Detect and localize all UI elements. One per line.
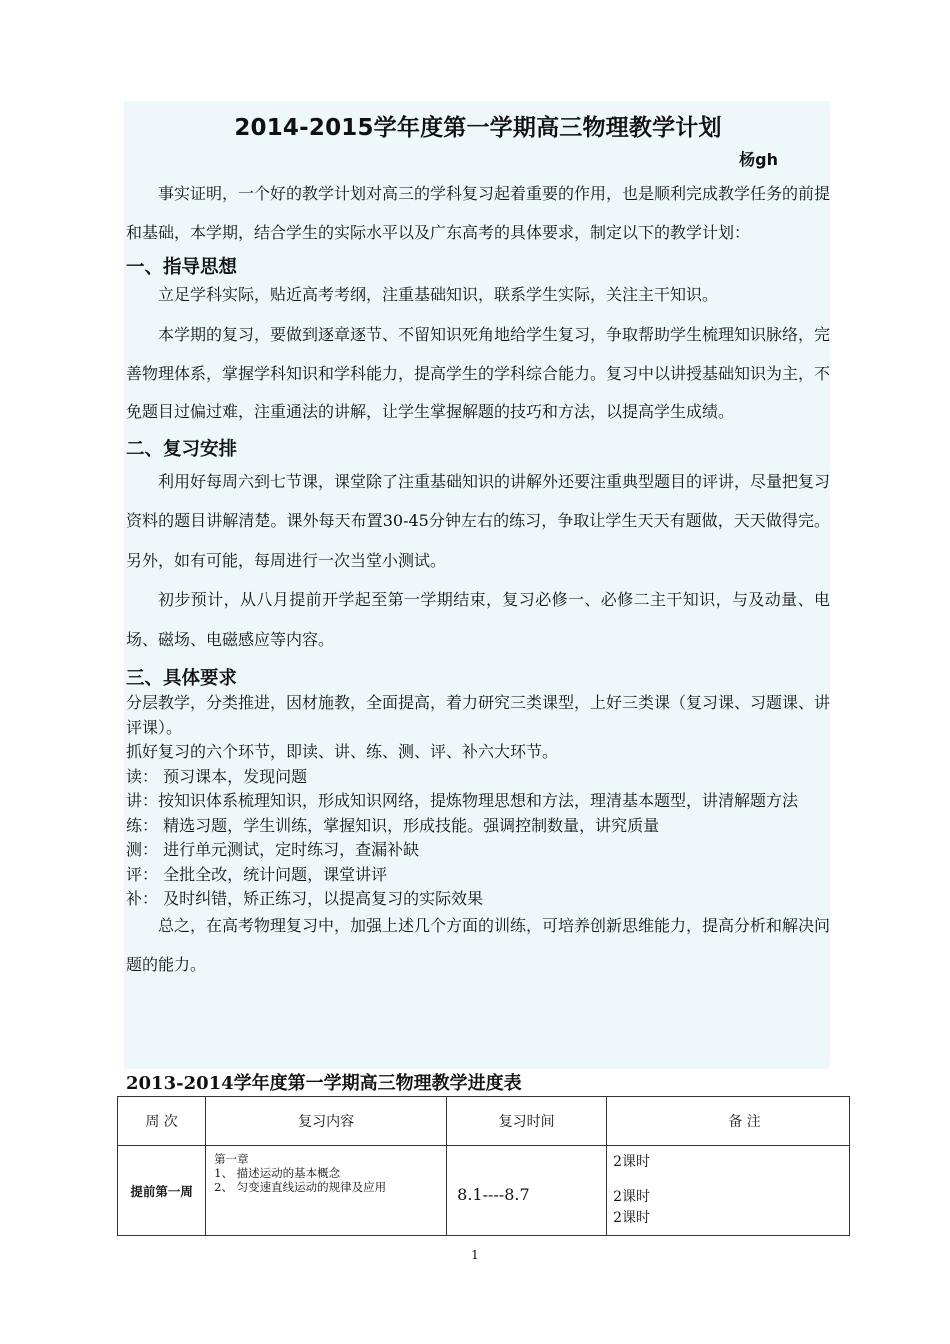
- note-line: 2课时: [613, 1189, 651, 1205]
- section-heading-guiding-ideas: 一、指导思想: [126, 257, 238, 278]
- requirement-line: 讲：按知识体系梳理知识，形成知识网络，提炼物理思想和方法，理清基本题型，讲清解题方法: [126, 791, 799, 810]
- notes-cell: [607, 1146, 850, 1236]
- table-header-row: [118, 1097, 850, 1146]
- section2-paragraph-2: 初步预计，从八月提前开学起至第一学期结束，复习必修一、必修二主干知识，与及动量、电场、磁场、电磁感应等内容。: [126, 590, 830, 649]
- schedule-title: 2013-2014学年度第一学期高三物理教学进度表: [126, 1073, 522, 1094]
- document-body: [126, 101, 830, 984]
- requirement-line: 读： 预习课本，发现问题: [126, 766, 308, 786]
- schedule-table: [117, 1096, 850, 1236]
- requirement-line: 练： 精选习题，学生训练，掌握知识，形成技能。强调控制数量，讲究质量: [126, 815, 660, 835]
- note-line: 2课时: [613, 1210, 651, 1226]
- requirement-line: 分层教学，分类推进，因材施教，全面提高，着力研究三类课型，上好三类课（复习课、习题课、讲评课）。: [126, 693, 831, 737]
- note-line: 2课时: [613, 1154, 651, 1170]
- section2-paragraph-1: 利用好每周六到七节课，课堂除了注重基础知识的讲解外还要注重典型题目的评讲，尽量把复习资料的题目讲解清楚。课外每天布置30-45分钟左右的练习，争取让学生天天有题做，天天做得完。另外，如有可能，每周进行一次当堂小测试。: [126, 471, 831, 570]
- time-cell: 8.1----8.7: [447, 1146, 607, 1236]
- section-heading-review-arrangement: 二、复习安排: [126, 438, 238, 460]
- column-header-notes: 备 注: [607, 1097, 850, 1146]
- section1-paragraph-2: 本学期的复习，要做到逐章逐节、不留知识死角地给学生复习，争取帮助学生梳理知识脉络，完善物理体系，掌握学科知识和学科能力，提高学生的学科综合能力。复习中以讲授基础知识为主，不免题目过偏过难，注重通法的讲解，让学生掌握解题的技巧和方法，以提高学生成绩。: [126, 325, 831, 421]
- column-header-time: 复习时间: [447, 1097, 607, 1146]
- requirement-line: 测： 进行单元测试，定时练习，查漏补缺: [126, 840, 420, 859]
- requirement-line: 补： 及时纠错，矫正练习，以提高复习的实际效果: [126, 889, 484, 908]
- section-heading-specific-requirements: 三、具体要求: [126, 668, 238, 689]
- conclusion-paragraph: 总之，在高考物理复习中，加强上述几个方面的训练，可培养创新思维能力，提高分析和解决问题的能力。: [126, 915, 831, 974]
- content-item: 2、 匀变速直线运动的规律及应用: [214, 1180, 387, 1194]
- content-cell: [206, 1146, 447, 1236]
- chapter-label: 第一章: [214, 1152, 249, 1166]
- column-header-content: 复习内容: [206, 1097, 447, 1146]
- section1-paragraph-1: 立足学科实际，贴近高考考纲，注重基础知识，联系学生实际，关注主干知识。: [158, 285, 719, 304]
- intro-paragraph: 事实证明，一个好的教学计划对高三的学科复习起着重要的作用，也是顺利完成教学任务的前提和基础，本学期，结合学生的实际水平以及广东高考的具体要求，制定以下的教学计划：: [126, 184, 831, 242]
- requirement-line: 抓好复习的六个环节，即读、讲、练、测、评、补六大环节。: [126, 742, 559, 761]
- table-row: [118, 1146, 850, 1236]
- document-title: 2014-2015学年度第一学期高三物理教学计划: [234, 115, 722, 141]
- week-cell: 提前第一周: [118, 1146, 206, 1236]
- requirement-line: 评： 全批全改，统计问题，课堂讲评: [126, 864, 388, 884]
- page-number: 1: [471, 1248, 479, 1262]
- content-item: 1、 描述运动的基本概念: [214, 1166, 341, 1180]
- column-header-week: 周 次: [118, 1097, 206, 1146]
- author-name: 杨gh: [739, 150, 778, 169]
